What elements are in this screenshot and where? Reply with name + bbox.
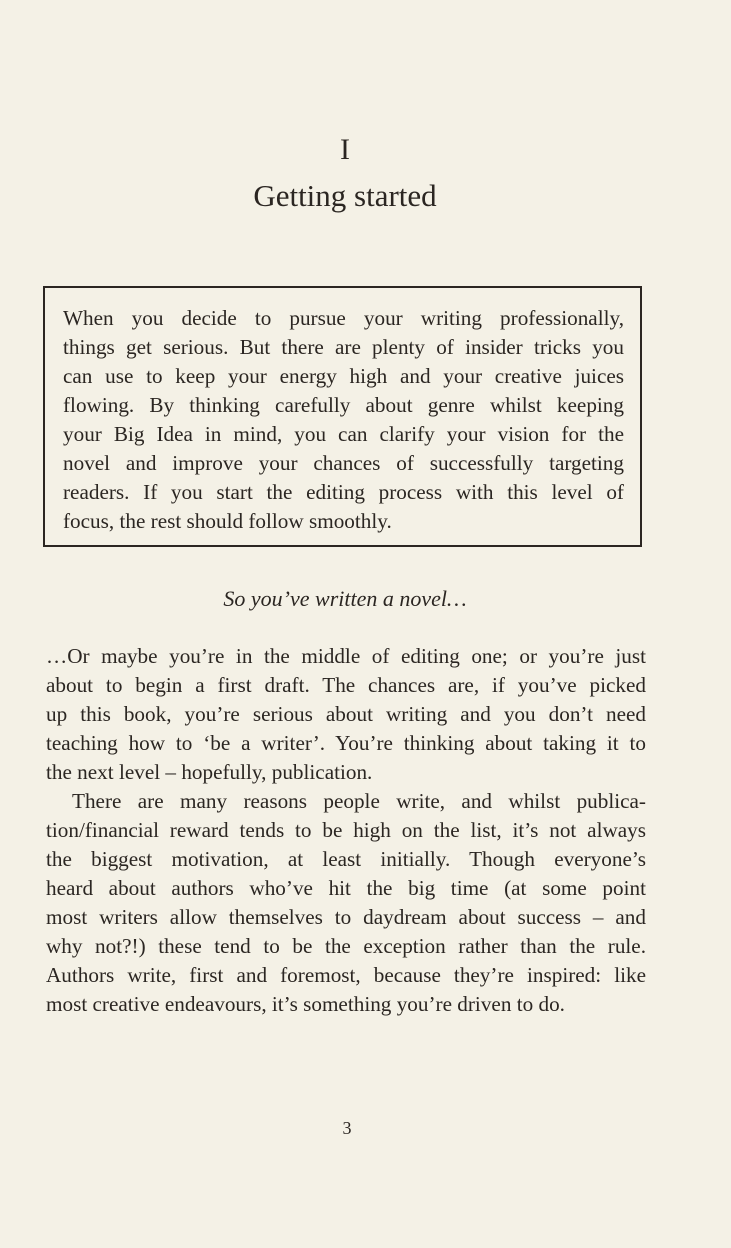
chapter-title: Getting started — [253, 178, 437, 213]
body-line: …Or maybe you’re in the middle of editing one; or you’re just — [46, 644, 646, 668]
summary-line: can use to keep your energy high and your creative juices — [63, 364, 624, 388]
body-line: teaching how to ‘be a writer’. You’re thinking about taking it to — [46, 731, 646, 755]
paragraph-1 — [46, 642, 646, 787]
paragraph-2 — [46, 787, 646, 1019]
body-line: most writers allow themselves to daydream about success – and — [46, 905, 646, 929]
body-line: why not?!) these tend to be the exception rather than the rule. — [46, 934, 646, 958]
body-line: about to begin a first draft. The chances are, if you’ve picked — [46, 673, 646, 697]
body-line: the biggest motivation, at least initially. Though everyone’s — [46, 847, 646, 871]
summary-line: your Big Idea in mind, you can clarify your vision for the — [63, 422, 624, 446]
body-text — [46, 642, 646, 1019]
body-line: tion/financial reward tends to be high on the list, it’s not always — [46, 818, 646, 842]
body-line: There are many reasons people write, and whilst publica- — [72, 789, 646, 813]
body-line: most creative endeavours, it’s something you’re driven to do. — [46, 992, 565, 1016]
summary-line: focus, the rest should follow smoothly. — [63, 509, 392, 533]
summary-line: novel and improve your chances of successfully targeting — [63, 451, 624, 475]
chapter-number: I — [340, 133, 350, 166]
summary-line: readers. If you start the editing process with this level of — [63, 480, 624, 504]
chapter-summary-box — [43, 286, 642, 547]
body-line: heard about authors who’ve hit the big time (at some point — [46, 876, 646, 900]
summary-line: flowing. By thinking carefully about genre whilst keeping — [63, 393, 624, 417]
page-number: 3 — [342, 1118, 352, 1138]
body-line: up this book, you’re serious about writing and you don’t need — [46, 702, 646, 726]
summary-line: When you decide to pursue your writing professionally, — [63, 306, 624, 330]
body-line: the next level – hopefully, publication. — [46, 760, 373, 784]
body-line: Authors write, first and foremost, because they’re inspired: like — [46, 963, 646, 987]
section-heading: So you’ve written a novel… — [223, 586, 467, 611]
summary-line: things get serious. But there are plenty of insider tricks you — [63, 335, 624, 359]
